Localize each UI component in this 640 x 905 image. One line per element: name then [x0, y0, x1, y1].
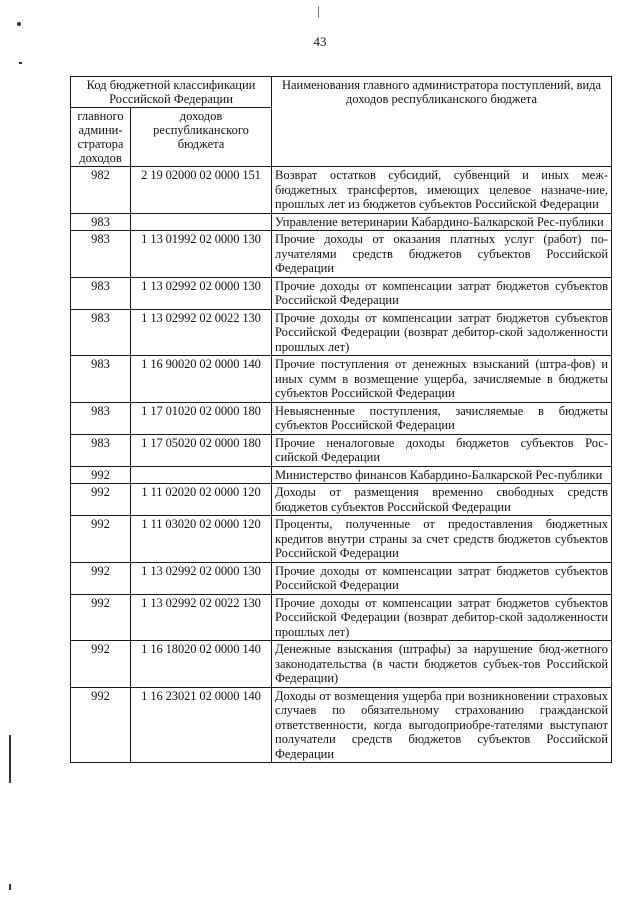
- income-code-cell: 2 19 02000 02 0000 151: [131, 167, 272, 214]
- administrator-code-cell: 992: [71, 516, 131, 563]
- header-main-administrator: главного админи-стратора доходов: [71, 108, 131, 167]
- scan-tick: [318, 6, 319, 18]
- scan-speck: [17, 22, 21, 26]
- scan-speck: [9, 884, 11, 890]
- administrator-code-cell: 983: [71, 356, 131, 403]
- income-code-cell: 1 16 18020 02 0000 140: [131, 641, 272, 688]
- administrator-code-cell: 983: [71, 434, 131, 466]
- income-code-cell: 1 13 02992 02 0022 130: [131, 594, 272, 641]
- table-row: [71, 434, 612, 466]
- income-name-cell: Денежные взыскания (штрафы) за нарушение бюд-жетного законодательства (в части бюджетов субъек-тов Российской Федерации): [272, 641, 612, 688]
- income-code-cell: 1 13 01992 02 0000 130: [131, 231, 272, 278]
- header-republican-budget-income: доходов республиканского бюджета: [131, 108, 272, 167]
- table-row: [71, 356, 612, 403]
- income-code-cell: 1 17 01020 02 0000 180: [131, 402, 272, 434]
- income-name-cell: Возврат остатков субсидий, субвенций и иных меж-бюджетных трансфертов, имеющих целевое назначе-ние, прошлых лет из бюджетов субъектов Российской Федерации: [272, 167, 612, 214]
- income-name-cell: Министерство финансов Кабардино-Балкарской Рес-публики: [272, 466, 612, 484]
- income-name-cell: Управление ветеринарии Кабардино-Балкарской Рес-публики: [272, 213, 612, 231]
- table-row: [71, 402, 612, 434]
- income-name-cell: Прочие доходы от оказания платных услуг (работ) по-лучателями средств бюджетов субъектов Российской Федерации: [272, 231, 612, 278]
- table-row: [71, 309, 612, 356]
- table-row: [71, 277, 612, 309]
- table-row: [71, 687, 612, 763]
- header-budget-classification-code: Код бюджетной классификации Российской Федерации: [71, 77, 272, 108]
- table-row: [71, 213, 612, 231]
- administrator-code-cell: 992: [71, 641, 131, 688]
- scan-speck: [19, 62, 22, 64]
- table-row: [71, 562, 612, 594]
- income-name-cell: Проценты, полученные от предоставления бюджетных кредитов внутри страны за счет средств бюджетов субъектов Российской Федерации: [272, 516, 612, 563]
- header-administrator-name: Наименования главного администратора поступлений, вида доходов республиканского бюджета: [272, 77, 612, 167]
- income-name-cell: Прочие неналоговые доходы бюджетов субъектов Рос-сийской Федерации: [272, 434, 612, 466]
- administrator-code-cell: 992: [71, 484, 131, 516]
- administrator-code-cell: 983: [71, 231, 131, 278]
- table-row: [71, 231, 612, 278]
- table-row: [71, 516, 612, 563]
- income-name-cell: Прочие доходы от компенсации затрат бюджетов субъектов Российской Федерации (возврат дебитор-ской задолженности прошлых лет): [272, 309, 612, 356]
- administrator-code-cell: 983: [71, 277, 131, 309]
- administrator-code-cell: 983: [71, 402, 131, 434]
- table-row: [71, 167, 612, 214]
- administrator-code-cell: 992: [71, 562, 131, 594]
- income-code-cell: 1 17 05020 02 0000 180: [131, 434, 272, 466]
- income-name-cell: Доходы от возмещения ущерба при возникновении страховых случаев по обязательному страхованию гражданской ответственности, когда выгодоприобре-тателями выступают получатели средств бюджетов субъектов Российской Федерации: [272, 687, 612, 763]
- income-code-cell: 1 13 02992 02 0022 130: [131, 309, 272, 356]
- budget-classification-table: [70, 76, 612, 763]
- table-row: [71, 641, 612, 688]
- income-name-cell: Невыясненные поступления, зачисляемые в бюджеты субъектов Российской Федерации: [272, 402, 612, 434]
- income-code-cell: 1 13 02992 02 0000 130: [131, 562, 272, 594]
- administrator-code-cell: 992: [71, 594, 131, 641]
- income-code-cell: [131, 213, 272, 231]
- income-name-cell: Прочие доходы от компенсации затрат бюджетов субъектов Российской Федерации: [272, 277, 612, 309]
- income-name-cell: Доходы от размещения временно свободных средств бюджетов субъектов Российской Федерации: [272, 484, 612, 516]
- administrator-code-cell: 992: [71, 466, 131, 484]
- income-code-cell: 1 11 03020 02 0000 120: [131, 516, 272, 563]
- income-code-cell: [131, 466, 272, 484]
- table-row: [71, 484, 612, 516]
- page-number: 43: [313, 34, 327, 49]
- table-row: [71, 594, 612, 641]
- income-name-cell: Прочие поступления от денежных взысканий (штра-фов) и иных сумм в возмещение ущерба, зачисляемые в бюджеты субъектов Российской Федерации: [272, 356, 612, 403]
- administrator-code-cell: 992: [71, 687, 131, 763]
- income-code-cell: 1 13 02992 02 0000 130: [131, 277, 272, 309]
- income-code-cell: 1 11 02020 02 0000 120: [131, 484, 272, 516]
- income-name-cell: Прочие доходы от компенсации затрат бюджетов субъектов Российской Федерации (возврат дебитор-ской задолженности прошлых лет): [272, 594, 612, 641]
- income-code-cell: 1 16 90020 02 0000 140: [131, 356, 272, 403]
- administrator-code-cell: 983: [71, 309, 131, 356]
- scan-edge-line: [9, 735, 11, 783]
- income-code-cell: 1 16 23021 02 0000 140: [131, 687, 272, 763]
- administrator-code-cell: 982: [71, 167, 131, 214]
- income-name-cell: Прочие доходы от компенсации затрат бюджетов субъектов Российской Федерации: [272, 562, 612, 594]
- administrator-code-cell: 983: [71, 213, 131, 231]
- table-row: [71, 466, 612, 484]
